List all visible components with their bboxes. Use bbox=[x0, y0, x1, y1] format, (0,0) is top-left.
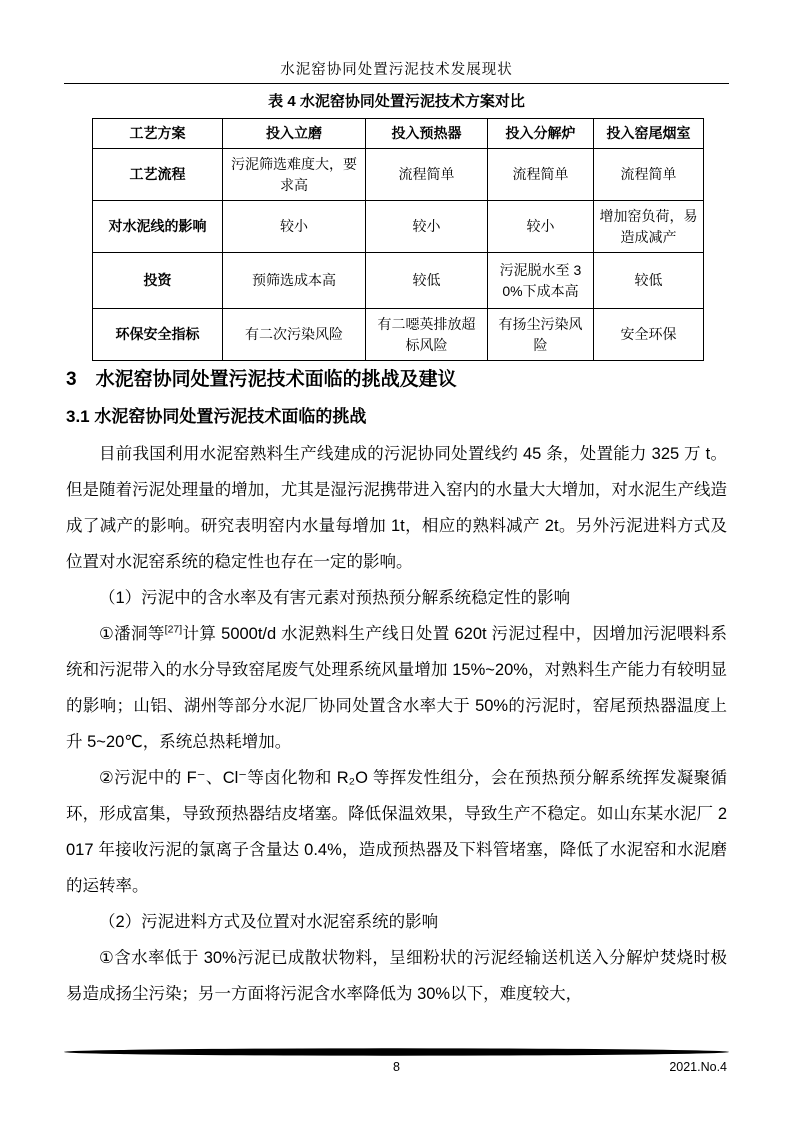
table-cell: 较低 bbox=[594, 253, 704, 309]
table-header-cell: 投入预热器 bbox=[366, 119, 488, 149]
paragraph-3-text: 计算 5000t/d 水泥熟料生产线日处置 620t 污泥过程中，因增加污泥喂料系统和污泥带入的水分导致窑尾废气处理系统风量增加 15%~20%，对熟料生产能力有较明显的影响；山铝、湖州等部分水泥厂协同处置含水率大于 50%的污泥时，窑尾预热器温度上升 5~20℃，系统总热耗增加。 bbox=[66, 625, 727, 751]
row-label-cell: 工艺流程 bbox=[93, 149, 223, 201]
paragraph-2: （1）污泥中的含水率及有害元素对预热预分解系统稳定性的影响 bbox=[99, 589, 571, 607]
table-cell: 较小 bbox=[366, 201, 488, 253]
table-cell: 较小 bbox=[223, 201, 366, 253]
comparison-table bbox=[92, 118, 704, 361]
table-caption: 表 4 水泥窑协同处置污泥技术方案对比 bbox=[268, 93, 525, 110]
table-cell: 有二噁英排放超标风险 bbox=[366, 309, 488, 361]
row-label-cell: 对水泥线的影响 bbox=[93, 201, 223, 253]
table-header-cell: 投入窑尾烟室 bbox=[594, 119, 704, 149]
footer-bar bbox=[64, 1048, 729, 1056]
table-row bbox=[93, 149, 704, 201]
table-cell: 有扬尘污染风险 bbox=[488, 309, 594, 361]
table-cell: 增加窑负荷，易造成减产 bbox=[594, 201, 704, 253]
section-heading: 3 水泥窑协同处置污泥技术面临的挑战及建议 bbox=[66, 369, 457, 390]
table-header-row bbox=[93, 119, 704, 149]
table-cell: 安全环保 bbox=[594, 309, 704, 361]
page-number: 8 bbox=[393, 1060, 400, 1074]
paragraph-3 bbox=[66, 616, 727, 760]
running-header: 水泥窑协同处置污泥技术发展现状 bbox=[280, 62, 513, 78]
header-rule bbox=[64, 83, 729, 84]
footer bbox=[66, 1060, 727, 1078]
table-cell: 有二次污染风险 bbox=[223, 309, 366, 361]
table-header-cell: 投入立磨 bbox=[223, 119, 366, 149]
table-cell: 流程简单 bbox=[488, 149, 594, 201]
issue-label: 2021.No.4 bbox=[669, 1060, 727, 1074]
table-cell: 较小 bbox=[488, 201, 594, 253]
table-cell: 预筛选成本高 bbox=[223, 253, 366, 309]
table-cell: 较低 bbox=[366, 253, 488, 309]
row-label-cell: 环保安全指标 bbox=[93, 309, 223, 361]
citation-superscript: [27] bbox=[164, 623, 183, 636]
paragraph-6: ①含水率低于 30%污泥已成散状物料，呈细粉状的污泥经输送机送入分解炉焚烧时极易造成扬尘污染；另一方面将污泥含水率降低为 30%以下，难度较大， bbox=[66, 949, 727, 1003]
paragraph-4: ②污泥中的 F⁻、Cl⁻等卤化物和 R₂O 等挥发性组分，会在预热预分解系统挥发凝聚循环，形成富集，导致预热器结皮堵塞。降低保温效果，导致生产不稳定。如山东某水泥厂 2017 年接收污泥的氯离子含量达 0.4%，造成预热器及下料管堵塞，降低了水泥窑和水泥磨的运转率。 bbox=[66, 769, 727, 895]
paragraph-5: （2）污泥进料方式及位置对水泥窑系统的影响 bbox=[99, 913, 439, 931]
paragraph-3-text: ①潘洞等 bbox=[99, 625, 165, 643]
row-label-cell: 投资 bbox=[93, 253, 223, 309]
table-cell: 污泥筛选难度大，要求高 bbox=[223, 149, 366, 201]
body-content bbox=[66, 366, 727, 1012]
table-row bbox=[93, 309, 704, 361]
paragraph-1: 目前我国利用水泥窑熟料生产线建成的污泥协同处置线约 45 条，处置能力 325 万 t。但是随着污泥处理量的增加，尤其是湿污泥携带进入窑内的水量大大增加，对水泥生产线造成了减产的影响。研究表明窑内水量每增加 1t，相应的熟料减产 2t。另外污泥进料方式及位置对水泥窑系统的稳定性也存在一定的影响。 bbox=[66, 445, 727, 571]
subsection-heading: 3.1 水泥窑协同处置污泥技术面临的挑战 bbox=[66, 407, 367, 426]
table-cell: 污泥脱水至 30%下成本高 bbox=[488, 253, 594, 309]
table-header-cell: 投入分解炉 bbox=[488, 119, 594, 149]
table-header-cell: 工艺方案 bbox=[93, 119, 223, 149]
table-row bbox=[93, 253, 704, 309]
table-cell: 流程简单 bbox=[366, 149, 488, 201]
table-row bbox=[93, 201, 704, 253]
table-cell: 流程简单 bbox=[594, 149, 704, 201]
